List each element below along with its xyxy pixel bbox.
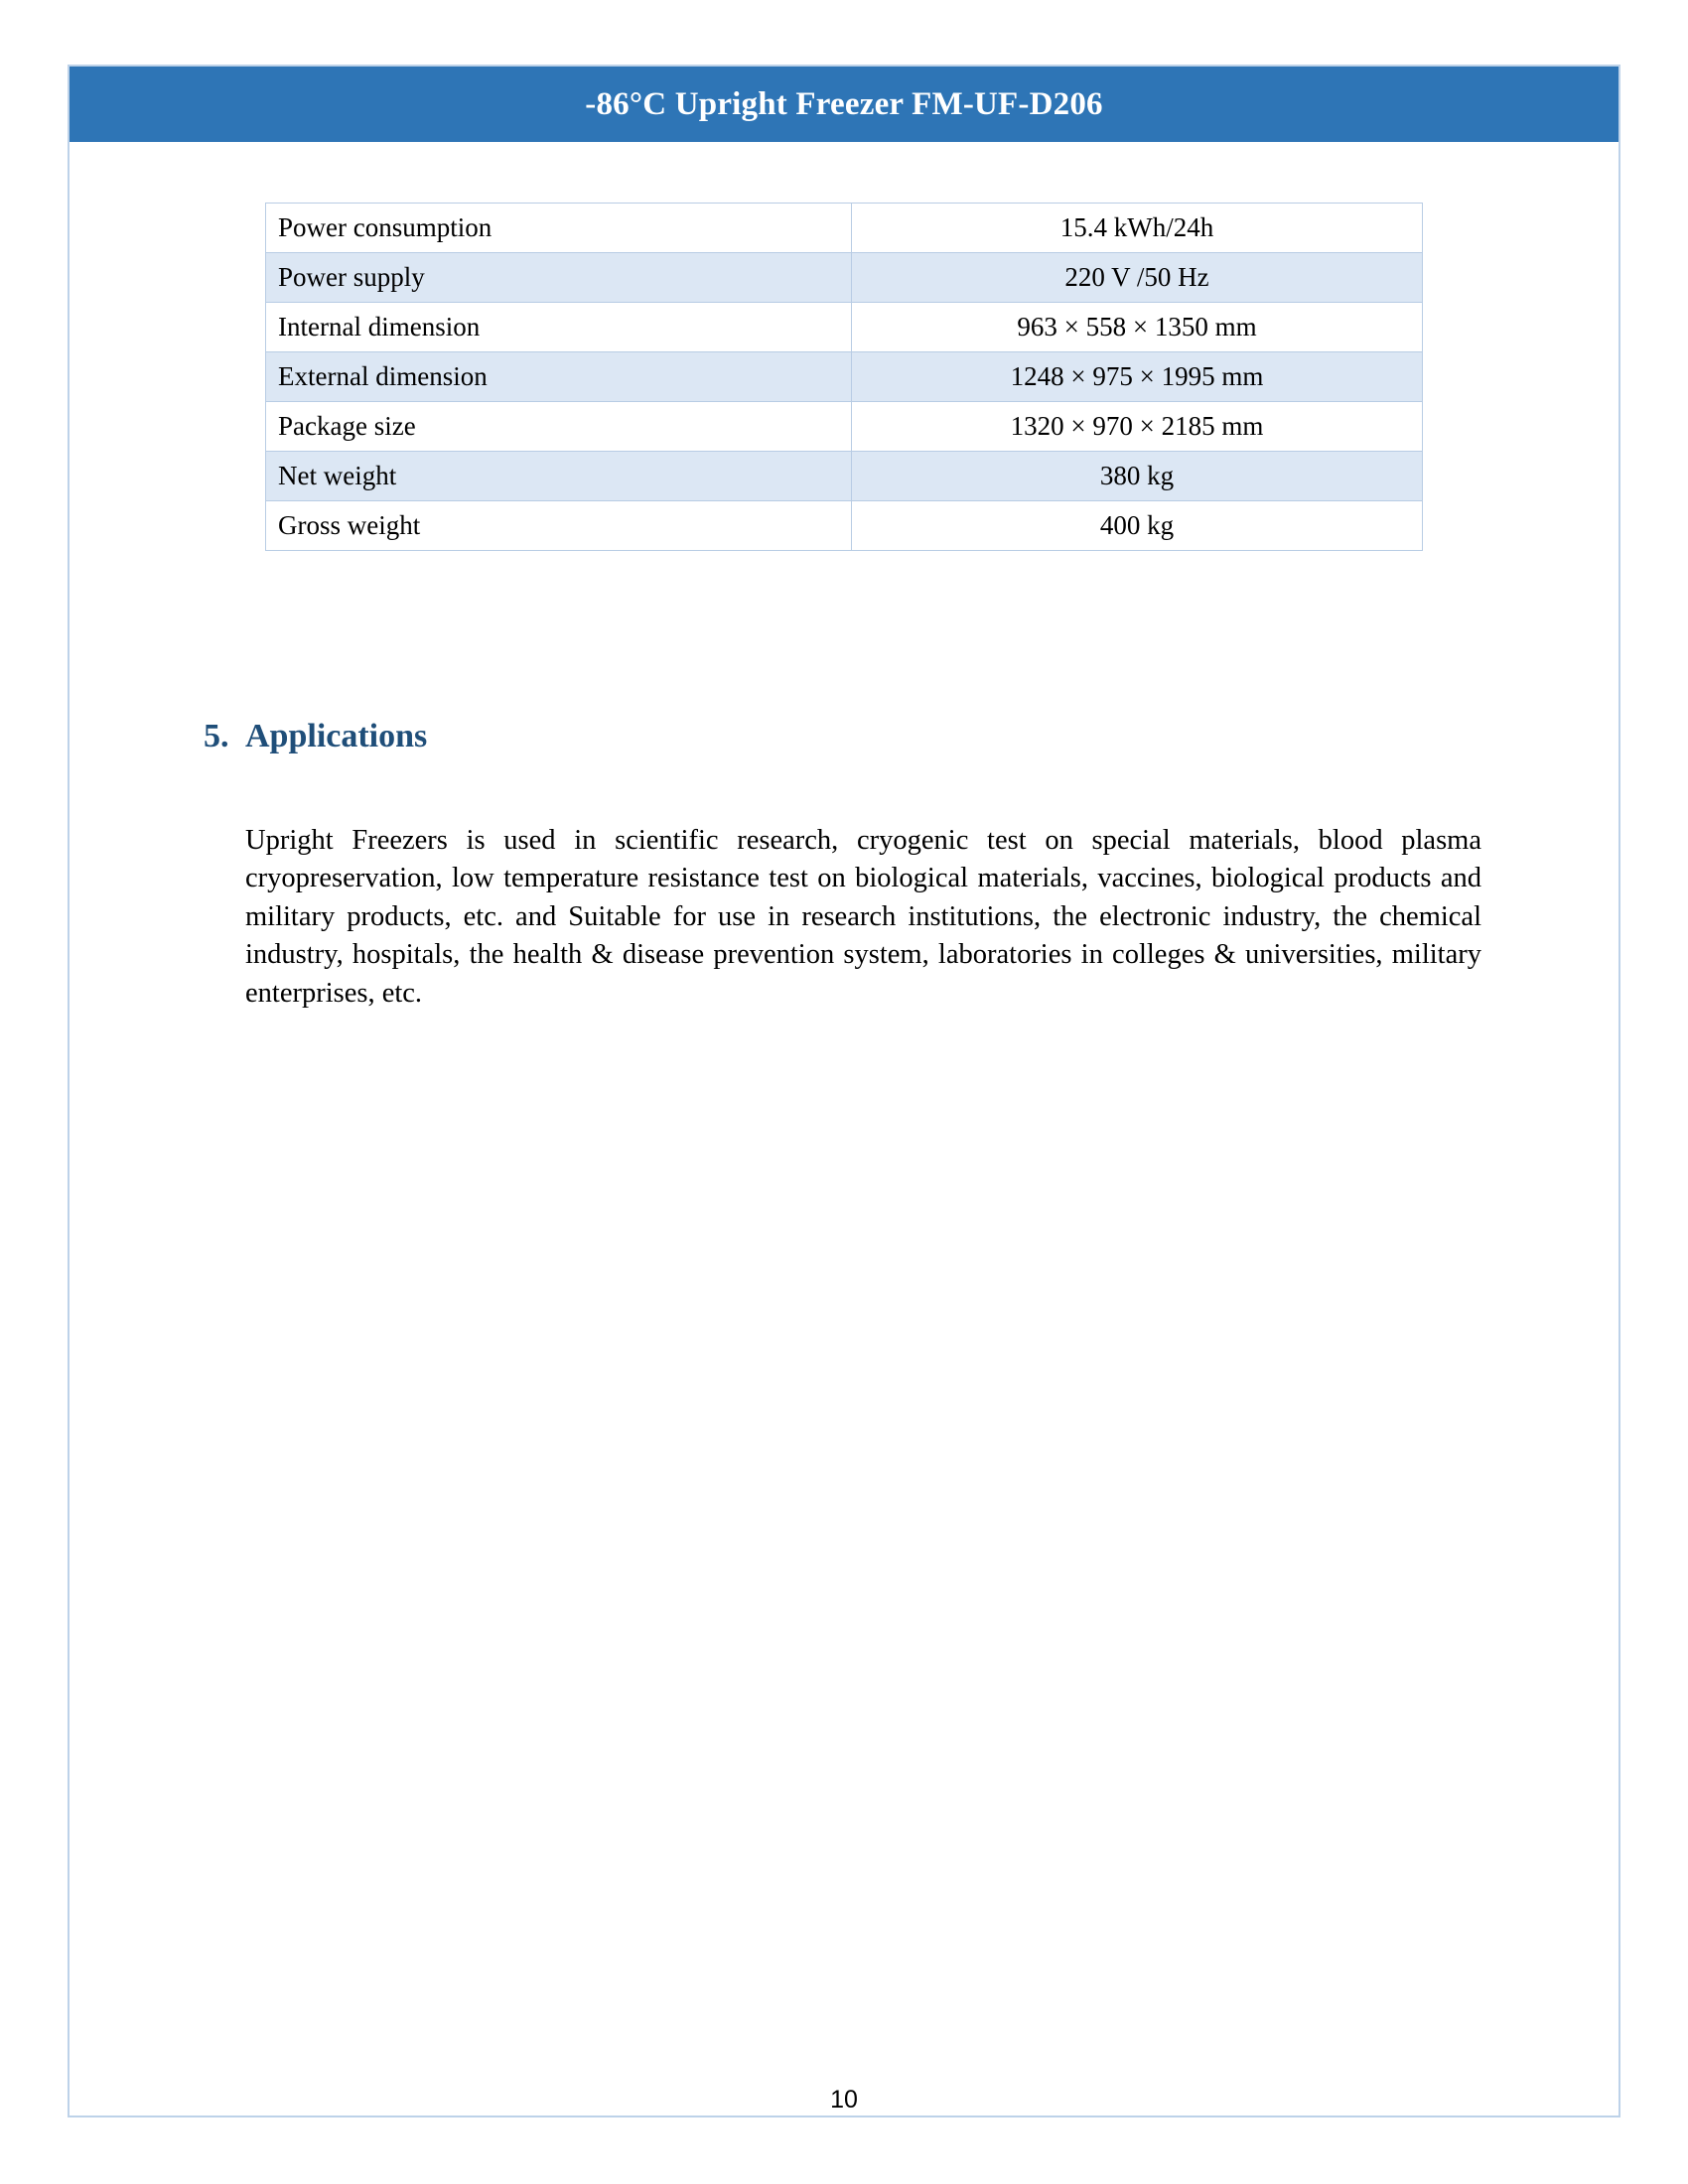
spec-label: Package size — [266, 402, 852, 452]
spec-value: 1248 × 975 × 1995 mm — [852, 352, 1423, 402]
table-row — [266, 402, 1423, 452]
spec-value: 400 kg — [852, 501, 1423, 551]
table-row — [266, 352, 1423, 402]
spec-value: 220 V /50 Hz — [852, 253, 1423, 303]
document-page — [68, 65, 1620, 2117]
spec-label: Net weight — [266, 452, 852, 501]
spec-label: Power supply — [266, 253, 852, 303]
spec-value: 1320 × 970 × 2185 mm — [852, 402, 1423, 452]
spec-value: 963 × 558 × 1350 mm — [852, 303, 1423, 352]
spec-value: 380 kg — [852, 452, 1423, 501]
spec-label: Internal dimension — [266, 303, 852, 352]
table-row — [266, 204, 1423, 253]
spec-label: Power consumption — [266, 204, 852, 253]
table-row — [266, 501, 1423, 551]
section-heading-applications — [204, 718, 427, 755]
specifications-table-body — [266, 204, 1423, 551]
spec-label: Gross weight — [266, 501, 852, 551]
table-row — [266, 303, 1423, 352]
spec-label: External dimension — [266, 352, 852, 402]
page-title: -86°C Upright Freezer FM-UF-D206 — [585, 85, 1103, 122]
table-row — [266, 452, 1423, 501]
specifications-table-container — [265, 203, 1423, 551]
section-title: Applications — [245, 718, 428, 754]
table-row — [266, 253, 1423, 303]
page-header-banner — [70, 67, 1618, 142]
applications-paragraph: Upright Freezers is used in scientific research, cryogenic test on special materials, blood plasma cryopreservation, low temperature resistance test on biological materials, vaccines, biological products and military products, etc. and Suitable for use in research institutions, the electronic industry, the chemical industry, hospitals, the health & disease prevention system, laboratories in colleges & universities, military enterprises, etc. — [245, 824, 1481, 1009]
specifications-table — [265, 203, 1423, 551]
spec-value: 15.4 kWh/24h — [852, 204, 1423, 253]
section-number: 5. — [204, 718, 229, 754]
page-number: 10 — [830, 2086, 858, 2114]
